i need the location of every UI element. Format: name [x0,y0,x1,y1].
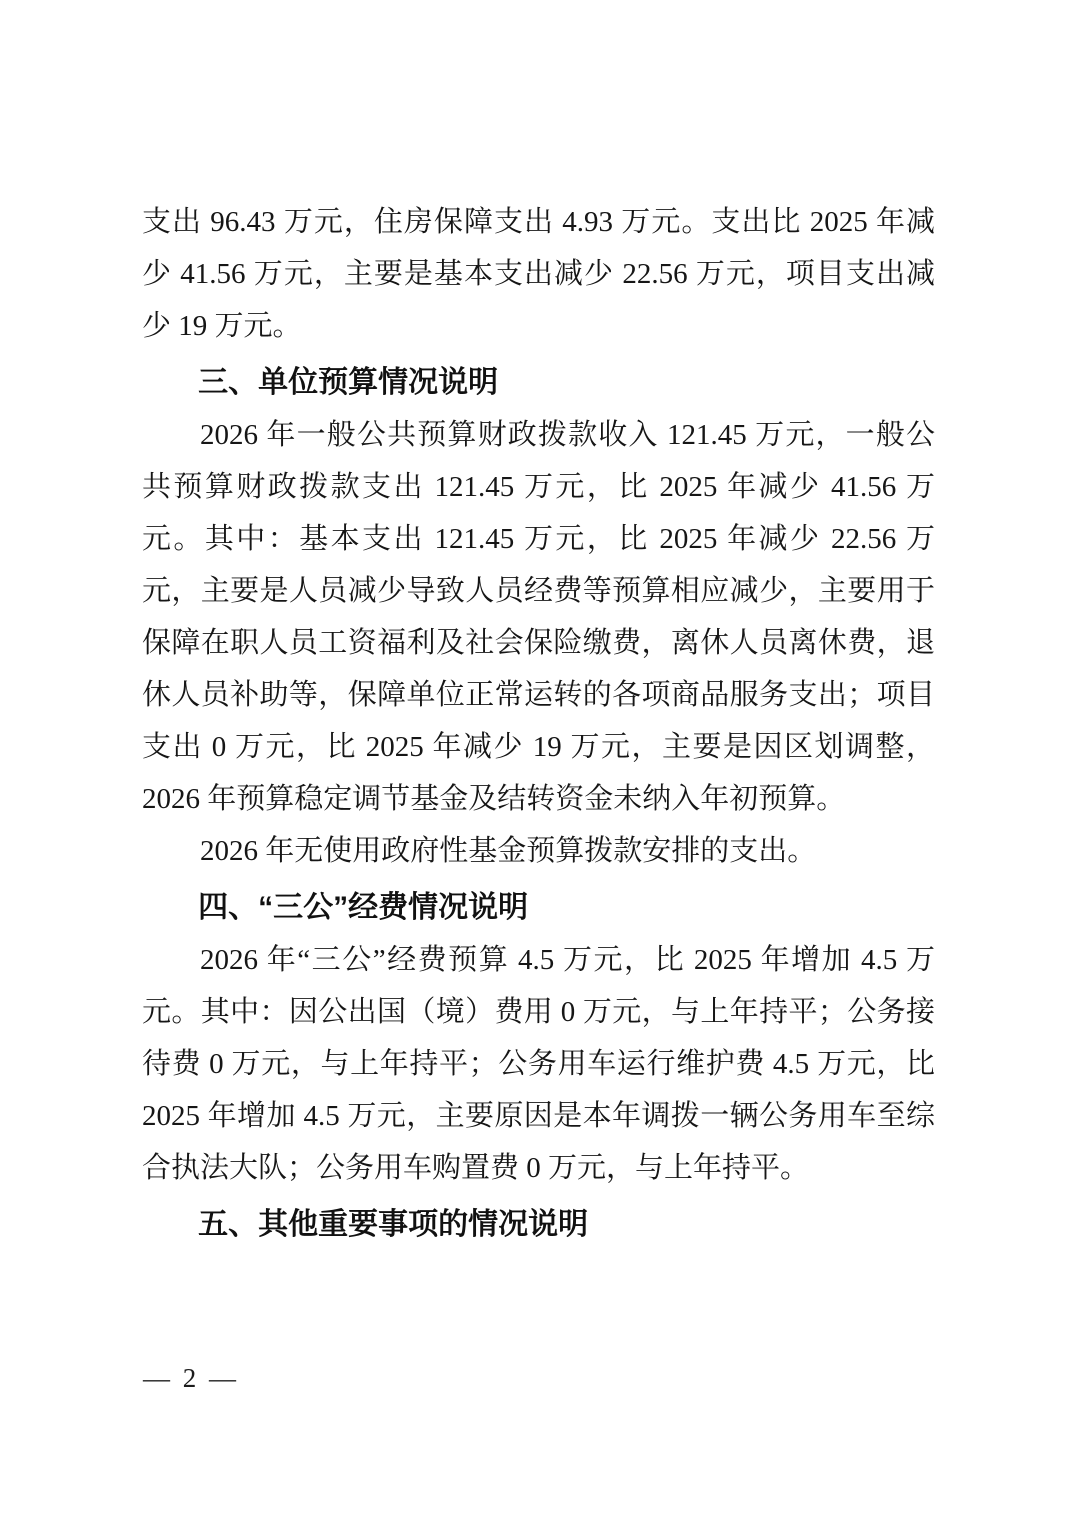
heading-section-4-three-public-expenses: 四、“三公”经费情况说明 [198,891,529,924]
paragraph-unit-budget-detail: 2026 年一般公共预算财政拨款收入 121.45 万元，一般公共预算财政拨款支出 121.45 万元，比 2025 年减少 41.56 万元。其中：基本支出 121.45 万元，比 2025 年减少 22.56 万元，主要是人员减少导致人员经费等预算相应减少，主要用于保障在职人员工资福利及社会保险缴费，离休人员离休费，退休人员补助等，保障单位正常运转的各项商品服务支出；项目支出 0 万元，比 2025 年减少 19 万元，主要是因区划调整，2026 年预算稳定调节基金及结转资金未纳入年初预算。 [142,419,935,815]
page-number: — 2 — [143,1363,239,1393]
heading-section-5-other-important-matters: 五、其他重要事项的情况说明 [198,1208,589,1241]
heading-section-3-unit-budget: 三、单位预算情况说明 [198,366,499,399]
paragraph-three-public-expenses-detail: 2026 年“三公”经费预算 4.5 万元，比 2025 年增加 4.5 万元。其中：因公出国（境）费用 0 万元，与上年持平；公务接待费 0 万元，与上年持平；公务用车运行维护费 4.5 万元，比 2025 年增加 4.5 万元，主要原因是本年调拨一辆公务用车至综合执法大队；公务用车购置费 0 万元，与上年持平。 [142,944,935,1184]
document-body [142,196,935,1251]
paragraph-government-fund-budget: 2026 年无使用政府性基金预算拨款安排的支出。 [200,835,817,867]
paragraph-expenditure-continuation: 支出 96.43 万元，住房保障支出 4.93 万元。支出比 2025 年减少 41.56 万元，主要是基本支出减少 22.56 万元，项目支出减少 19 万元。 [142,206,935,342]
